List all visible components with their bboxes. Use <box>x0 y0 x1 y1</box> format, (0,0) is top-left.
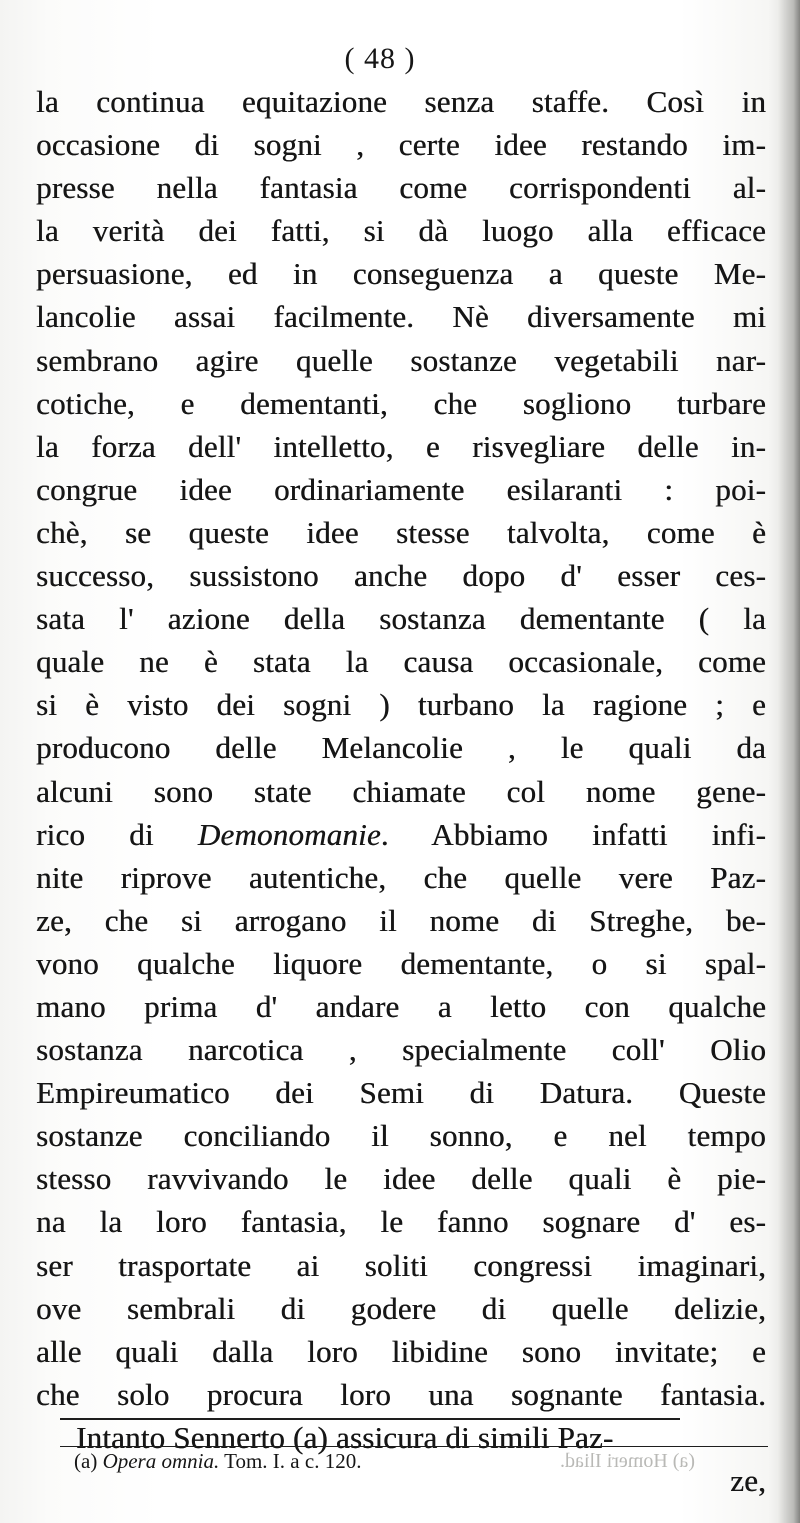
text-line: presse nella fantasia come corrispondenti al- <box>36 170 766 206</box>
text-line: congrue idee ordinariamente esilaranti : poi- <box>36 471 766 507</box>
text-line: ove sembrali di godere di quelle delizie, <box>36 1290 766 1326</box>
text-end-rule <box>60 1418 680 1420</box>
text-line: alle quali dalla loro libidine sono invitate; e <box>36 1333 766 1369</box>
text-line: alcuni sono state chiamate col nome gene- <box>36 773 766 809</box>
text-line: producono delle Melancolie , le quali da <box>36 730 766 766</box>
text-line: vono qualche liquore dementante, o si spal- <box>36 945 766 981</box>
catchword: ze, <box>730 1463 766 1498</box>
footnote <box>74 1446 361 1476</box>
text-line: ser trasportate ai soliti congressi imaginari, <box>36 1247 766 1283</box>
text-line: successo, sussistono anche dopo d' esser ces- <box>36 558 766 594</box>
text-line: rico di Demonomanie. Abbiamo infatti infi- <box>36 816 766 852</box>
text-line: na la loro fantasia, le fanno sognare d' es- <box>36 1204 766 1240</box>
text-line: quale ne è stata la causa occasionale, come <box>36 644 766 680</box>
text-line: la continua equitazione senza staffe. Così in <box>36 84 766 119</box>
text-line: ze, che si arrogano il nome di Streghe, be- <box>36 902 766 938</box>
text-line: la verità dei fatti, si dà luogo alla efficace <box>36 213 766 249</box>
text-line: sata l' azione della sostanza dementante ( la <box>36 601 766 637</box>
text-line: nite riprove autentiche, che quelle vere Paz- <box>36 859 766 895</box>
footnote-marker: (a) <box>74 1449 98 1473</box>
text-line: stesso ravvivando le idee delle quali è pie- <box>36 1161 766 1197</box>
text-line: Empireumatico dei Semi di Datura. Queste <box>36 1075 766 1111</box>
page-edge-shadow <box>778 0 800 1523</box>
text-line: lancolie assai facilmente. Nè diversamente mi <box>36 299 766 335</box>
text-line: la forza dell' intelletto, e risvegliare delle in- <box>36 428 766 464</box>
text-line: mano prima d' andare a letto con qualche <box>36 988 766 1024</box>
text-line: Intanto Sennerto (a) assicura di simili Paz- <box>76 1419 614 1455</box>
bleed-through-text: (a) Homeri Iliad. <box>560 1450 695 1472</box>
footnote-work: Opera omnia. <box>102 1449 220 1473</box>
text-line: sostanza narcotica , specialmente coll' Olio <box>36 1032 766 1068</box>
text-line: che solo procura loro una sognante fantasia. <box>36 1376 766 1412</box>
page-number: ( 48 ) <box>344 42 416 75</box>
italic-term: Demonomanie <box>197 816 381 852</box>
footnote-reference: Tom. I. a c. 120. <box>224 1449 362 1473</box>
text-line: persuasione, ed in conseguenza a queste Me- <box>36 256 766 292</box>
text-line: chè, se queste idee stesse talvolta, come è <box>36 514 766 550</box>
body-text <box>36 80 766 1502</box>
text-line: sembrano agire quelle sostanze vegetabili nar- <box>36 342 766 378</box>
text-line: occasione di sogni , certe idee restando im- <box>36 127 766 163</box>
text-line: si è visto dei sogni ) turbano la ragione ; e <box>36 687 766 723</box>
text-line: cotiche, e dementanti, che sogliono turbare <box>36 385 766 421</box>
text-line: sostanze conciliando il sonno, e nel tempo <box>36 1118 766 1154</box>
